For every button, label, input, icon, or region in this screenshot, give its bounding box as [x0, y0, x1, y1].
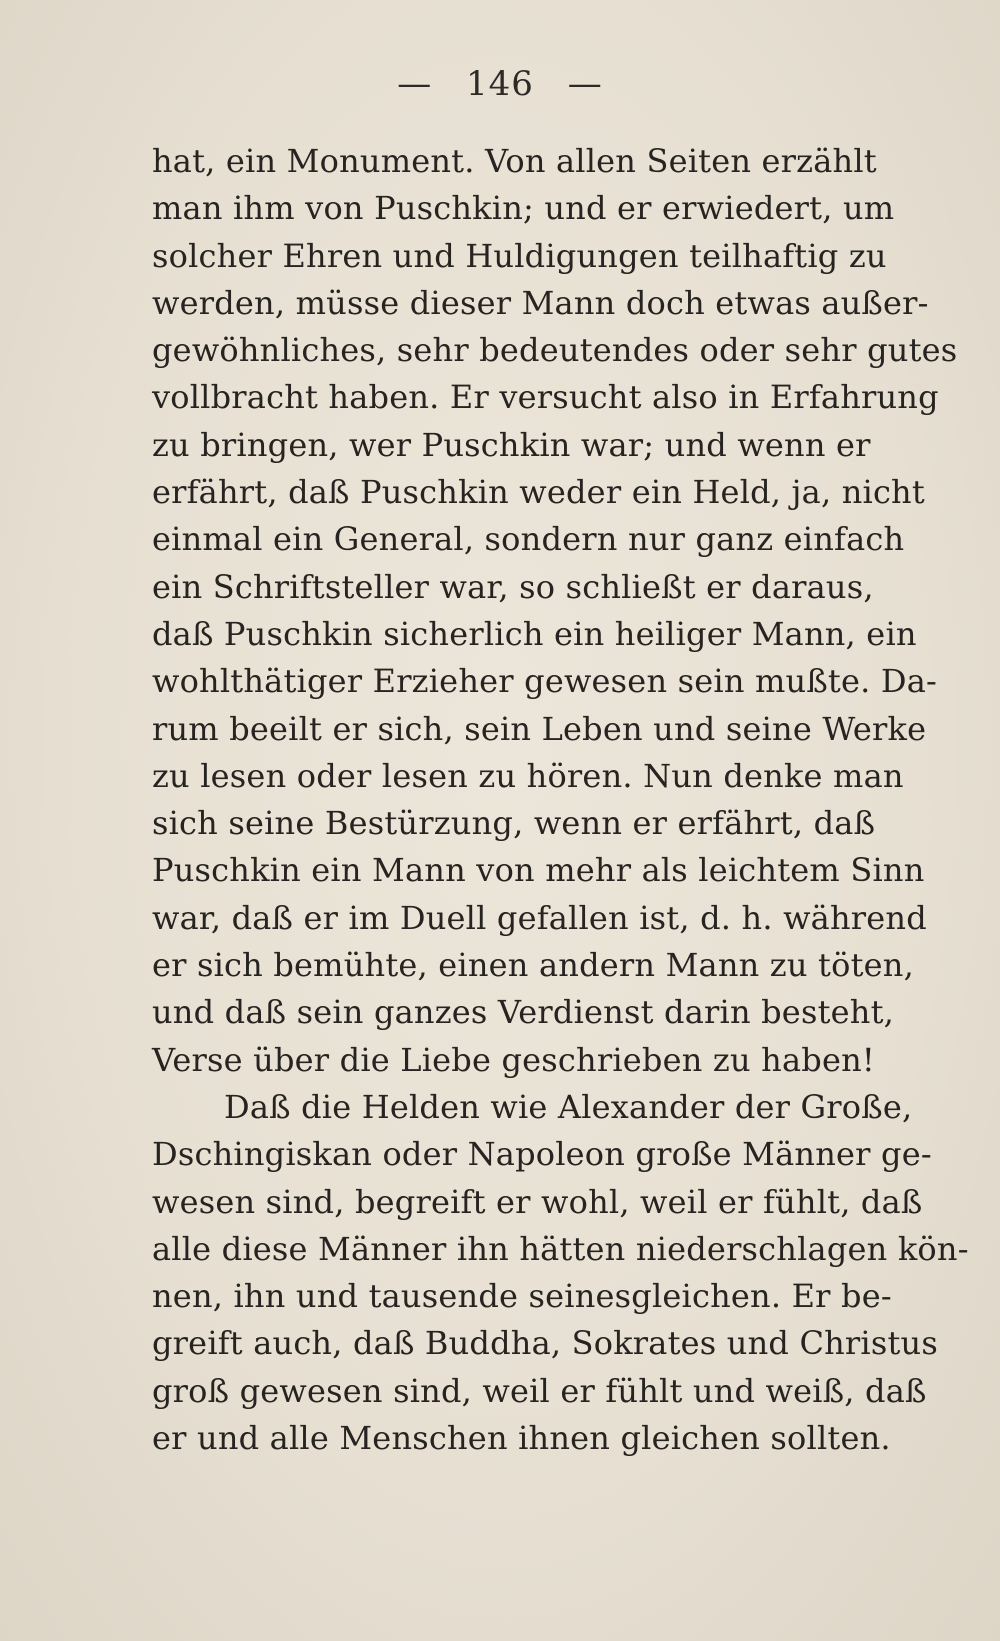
- text-line: solcher Ehren und Huldigungen teilhaftig zu: [152, 236, 887, 275]
- text-line: werden, müsse dieser Mann doch etwas außer-: [152, 283, 929, 322]
- text-line: er und alle Menschen ihnen gleichen sollten.: [152, 1419, 891, 1458]
- page-number: 146: [466, 64, 534, 104]
- text-line: er sich bemühte, einen andern Mann zu töten,: [152, 946, 914, 985]
- text-line: zu bringen, wer Puschkin war; und wenn er: [152, 425, 871, 464]
- text-line: gewöhnliches, sehr bedeutendes oder sehr gutes: [152, 331, 958, 370]
- text-line: greift auch, daß Buddha, Sokrates und Christus: [152, 1324, 938, 1363]
- text-line: wesen sind, begreift er wohl, weil er fühlt, daß: [152, 1182, 923, 1221]
- text-line: erfährt, daß Puschkin weder ein Held, ja, nicht: [152, 473, 925, 512]
- text-line: man ihm von Puschkin; und er erwiedert, um: [152, 189, 895, 228]
- text-line: war, daß er im Duell gefallen ist, d. h. während: [152, 898, 927, 937]
- text-line: wohlthätiger Erzieher gewesen sein mußte. Da-: [152, 662, 938, 701]
- text-line: Puschkin ein Mann von mehr als leichtem Sinn: [152, 851, 925, 890]
- text-line: zu lesen oder lesen zu hören. Nun denke man: [152, 756, 904, 795]
- paragraph: [152, 138, 958, 1084]
- text-line: Daß die Helden wie Alexander der Große,: [224, 1087, 913, 1126]
- text-line: sich seine Bestürzung, wenn er erfährt, daß: [152, 804, 876, 843]
- text-line: ein Schriftsteller war, so schließt er daraus,: [152, 567, 874, 606]
- text-line: rum beeilt er sich, sein Leben und seine Werke: [152, 709, 927, 748]
- page-header: [0, 64, 1000, 104]
- text-line: und daß sein ganzes Verdienst darin besteht,: [152, 993, 895, 1032]
- text-line: daß Puschkin sicherlich ein heiliger Mann, ein: [152, 614, 917, 653]
- text-line: alle diese Männer ihn hätten niederschlagen kön-: [152, 1229, 969, 1268]
- paragraph: [152, 1084, 969, 1462]
- header-dash-right: —: [567, 64, 603, 104]
- text-line: hat, ein Monument. Von allen Seiten erzählt: [152, 142, 877, 180]
- text-line: nen, ihn und tausende seinesgleichen. Er be-: [152, 1277, 892, 1316]
- header-dash-left: —: [397, 64, 433, 104]
- body-text: [152, 138, 969, 1462]
- text-line: Verse über die Liebe geschrieben zu haben!: [152, 1040, 875, 1079]
- text-line: einmal ein General, sondern nur ganz einfach: [152, 520, 905, 559]
- text-line: vollbracht haben. Er versucht also in Erfahrung: [152, 378, 939, 417]
- text-line: Dschingiskan oder Napoleon große Männer ge-: [152, 1135, 932, 1174]
- text-line: groß gewesen sind, weil er fühlt und weiß, daß: [152, 1371, 927, 1410]
